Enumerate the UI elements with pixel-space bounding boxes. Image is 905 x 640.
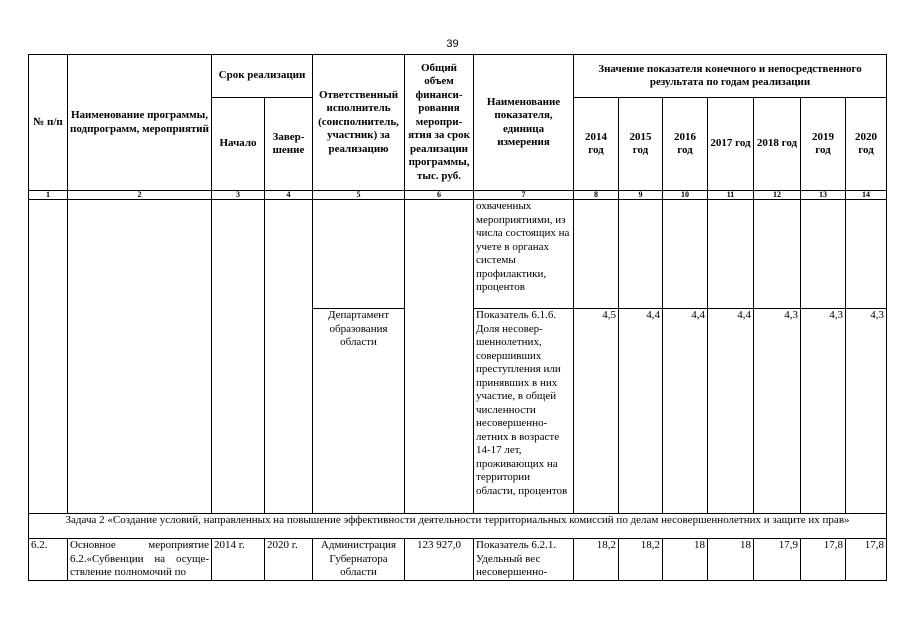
column-number: 12 [754,191,801,200]
cell-end: 2020 г. [265,539,313,581]
header-indicator: Наименование показателя, единица измерения [474,55,574,191]
cell-value: 4,5 [574,309,619,514]
cell-value: 17,8 [801,539,846,581]
cell-indicator: охваченных мероприятиями, из числа состоящих на учете в органах системы профилактики, процентов [474,200,574,309]
cell-value: 18,2 [574,539,619,581]
cell-value: 4,4 [663,309,708,514]
cell-name: Основное мероприятие 6.2.«Субвенции на осуще-ствление полномочий по [68,539,212,581]
cell-value: 18,2 [619,539,663,581]
cell-name [68,200,212,514]
cell-value [754,200,801,309]
task-heading: Задача 2 «Создание условий, направленных на повышение эффективности деятельности территориальных комиссий по делам несовершеннолетних и защите их прав» [29,514,887,539]
cell-start: 2014 г. [212,539,265,581]
cell-value [663,200,708,309]
column-number: 4 [265,191,313,200]
header-year: 2019 год [801,98,846,191]
column-number: 3 [212,191,265,200]
cell-responsible: Департамент образования области [313,309,405,514]
cell-funding [405,200,474,514]
header-values-group: Значение показателя конечного и непосредственного результата по годам реализации [574,55,887,98]
header-funding: Общий объем финанси-рования меропри-ятия за срок реализации программы, тыс. руб. [405,55,474,191]
column-number: 1 [29,191,68,200]
header-year: 2020 год [846,98,887,191]
cell-value [846,200,887,309]
column-number: 5 [313,191,405,200]
header-term: Срок реализации [212,55,313,98]
column-number: 7 [474,191,574,200]
cell-end [265,200,313,514]
cell-value [619,200,663,309]
column-number: 14 [846,191,887,200]
cell-value: 4,3 [846,309,887,514]
header-year: 2017 год [708,98,754,191]
column-number: 13 [801,191,846,200]
cell-indicator: Показатель 6.2.1. Удельный вес несовершенно- [474,539,574,581]
column-number: 8 [574,191,619,200]
cell-value: 18 [663,539,708,581]
column-number: 9 [619,191,663,200]
table-row [29,539,887,581]
header-end: Завер-шение [265,98,313,191]
cell-value [801,200,846,309]
cell-responsible: Администрация Губернатора области [313,539,405,581]
cell-value: 17,9 [754,539,801,581]
program-table [28,54,887,581]
header-year: 2014 год [574,98,619,191]
cell-value: 17,8 [846,539,887,581]
page-number: 39 [446,38,459,50]
cell-value: 4,4 [708,309,754,514]
cell-value [708,200,754,309]
cell-value [574,200,619,309]
cell-start [212,200,265,514]
cell-value: 4,4 [619,309,663,514]
cell-indicator: Показатель 6.1.6. Доля несовер-шеннолетних, совершивших преступления или принявших в них участие, в общей численности несовершенно-летних в возрасте 14-17 лет, проживающих на территории области, процентов [474,309,574,514]
cell-funding: 123 927,0 [405,539,474,581]
task-row [29,514,887,539]
column-number: 2 [68,191,212,200]
cell-responsible [313,200,405,309]
header-responsible: Ответственный исполнитель (соисполнитель, участник) за реализацию [313,55,405,191]
cell-value: 4,3 [801,309,846,514]
column-number: 6 [405,191,474,200]
cell-num [29,200,68,514]
header-year: 2018 год [754,98,801,191]
header-num: № п/п [29,55,68,191]
header-start: Начало [212,98,265,191]
cell-num: 6.2. [29,539,68,581]
header-year: 2016 год [663,98,708,191]
cell-value: 18 [708,539,754,581]
column-number: 11 [708,191,754,200]
table-row [29,200,887,309]
column-number: 10 [663,191,708,200]
header-year: 2015 год [619,98,663,191]
cell-value: 4,3 [754,309,801,514]
header-name: Наименование программы, подпрограмм, мероприятий [68,55,212,191]
